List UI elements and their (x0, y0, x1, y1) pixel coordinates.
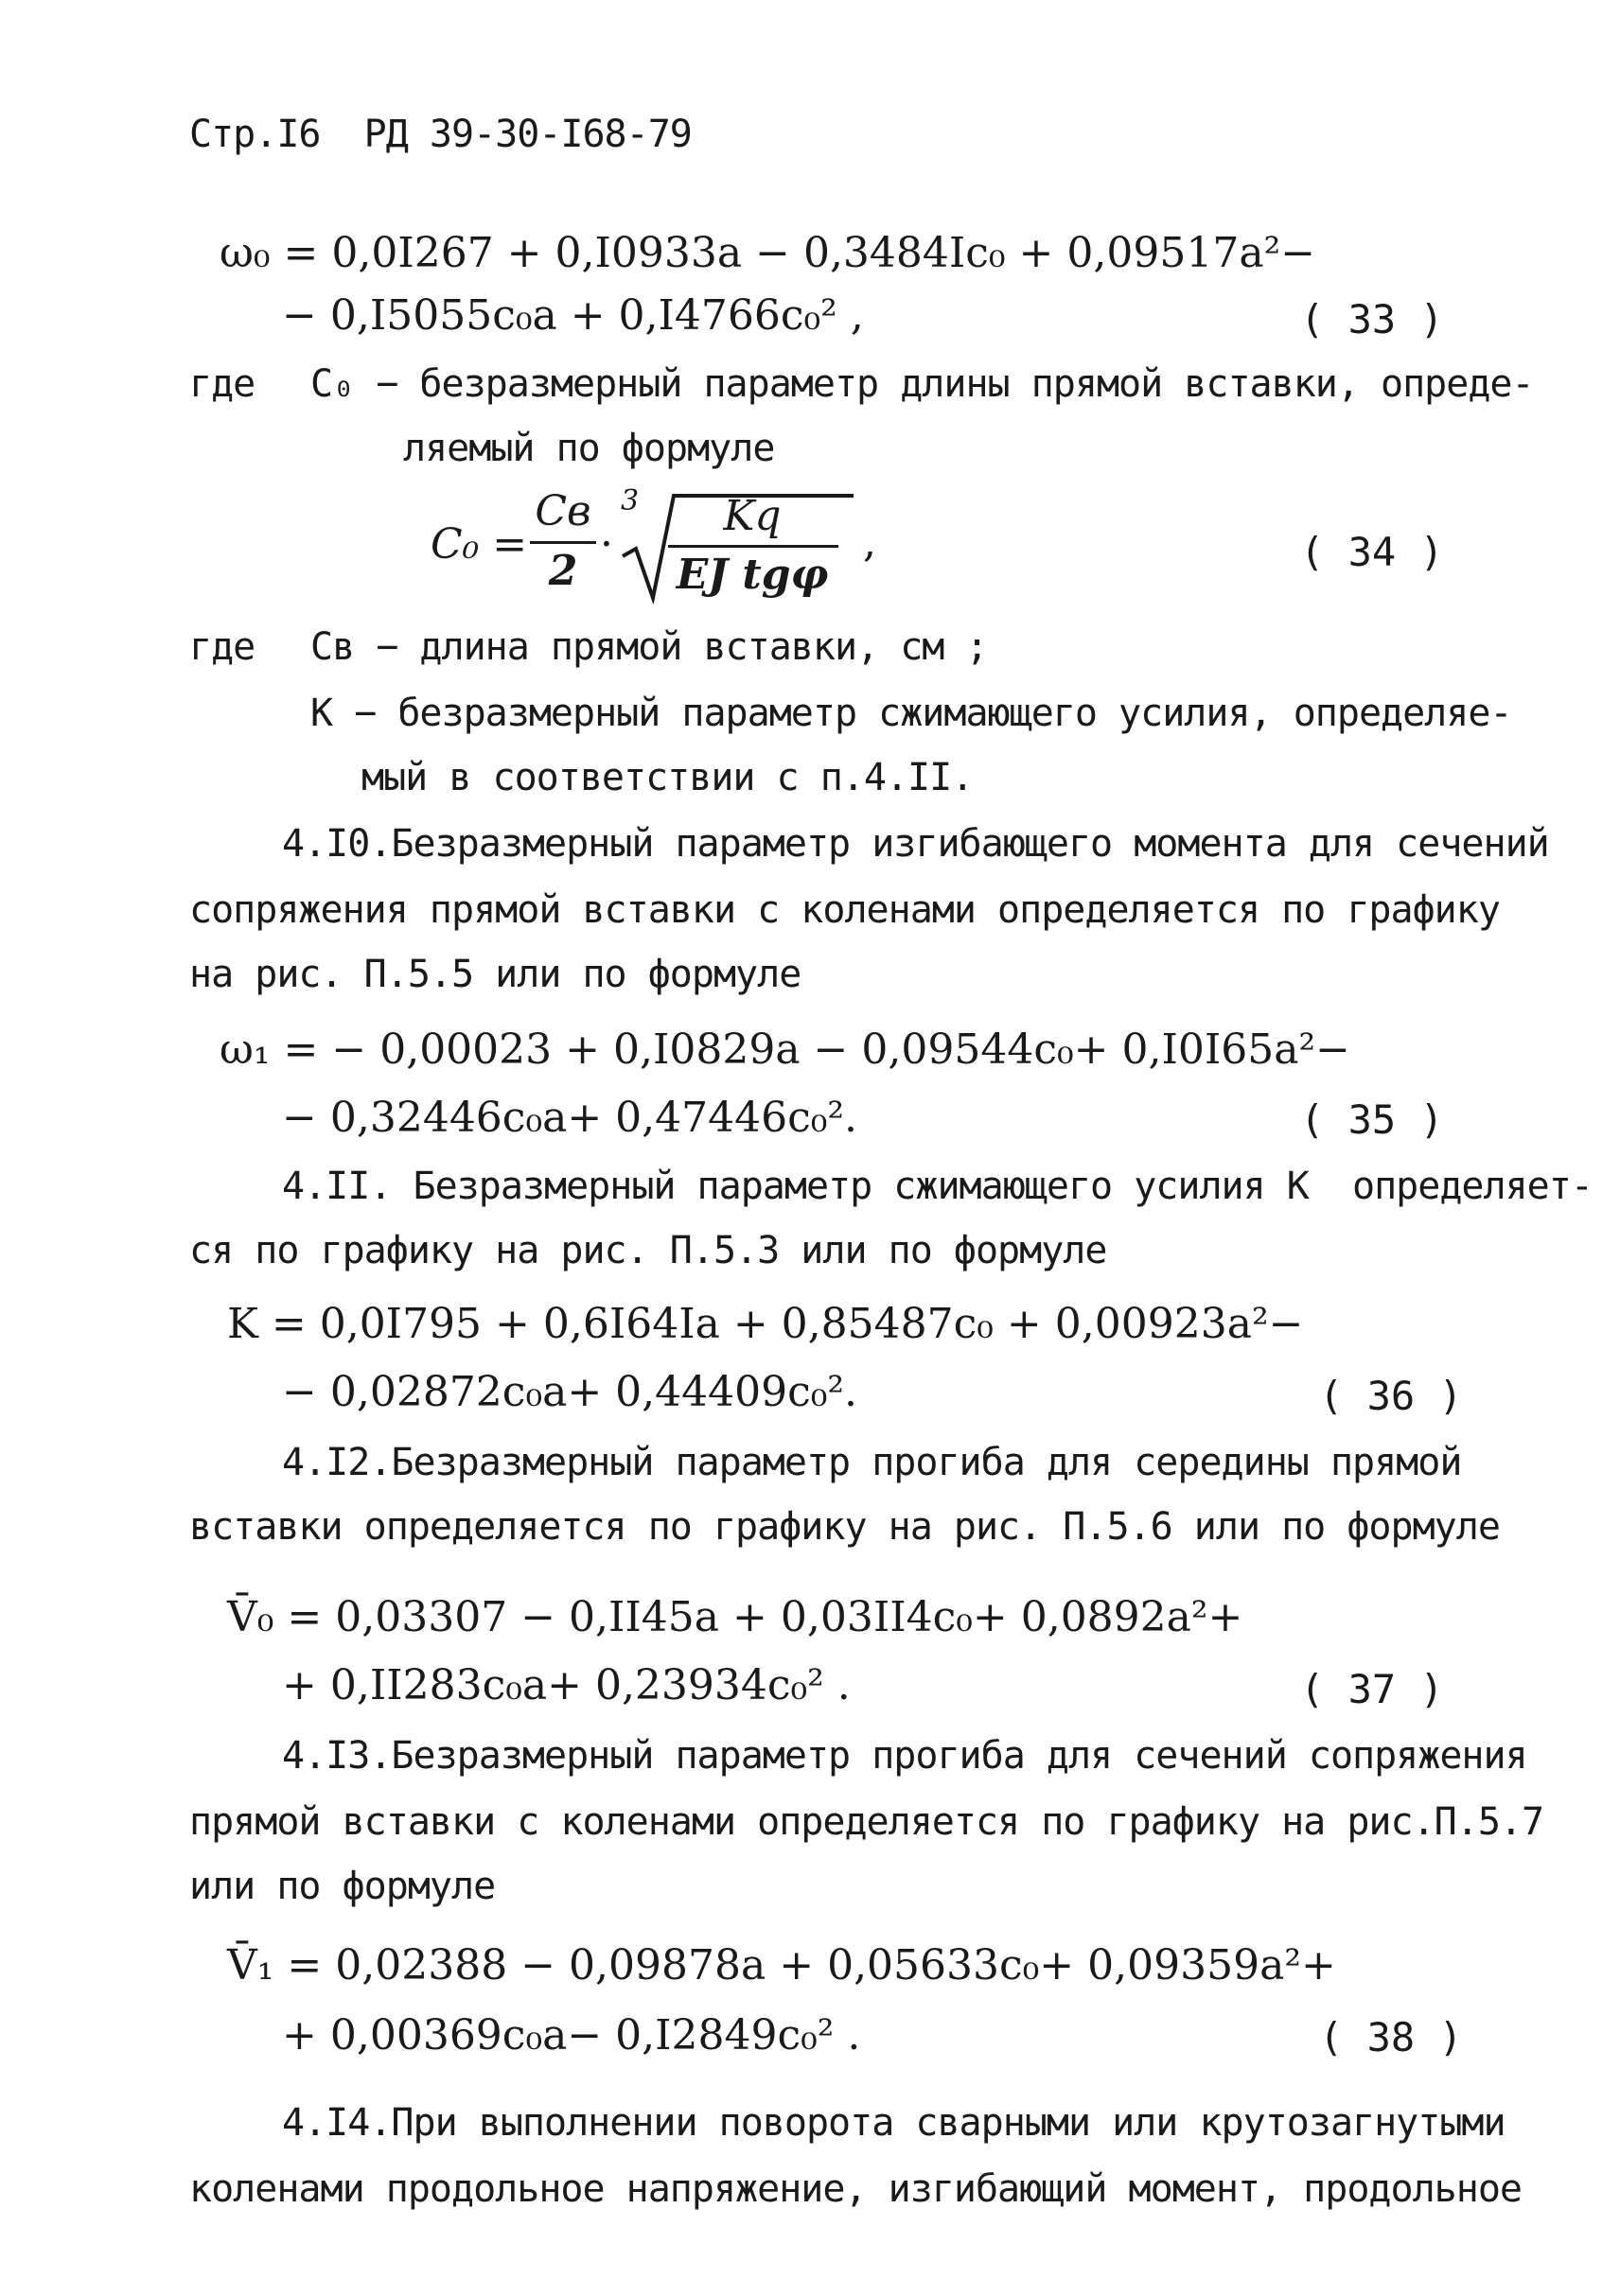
paragraph-4-14-line1: 4.I4.При выполнении поворота сварными или крутозагнутыми (282, 2101, 1506, 2145)
equation-36-line1: K = 0,0I795 + 0,6I64Ia + 0,85487c₀ + 0,00923a²− (227, 1300, 1304, 1348)
equation-34-lhs: C₀ = (431, 520, 528, 569)
paragraph-4-10-line2: сопряжения прямой вставки с коленами определяется по графику (189, 888, 1500, 932)
equation-36-number: ( 36 ) (1319, 1373, 1463, 1419)
equation-34-root-bar (668, 545, 838, 548)
paragraph-4-12-line2: вставки определяется по графику на рис. П.5.6 или по формуле (189, 1505, 1500, 1549)
equation-34-comma: , (863, 518, 876, 567)
equation-33-line1: ω₀ = 0,0I267 + 0,I0933a − 0,3484Ic₀ + 0,09517a²− (220, 229, 1316, 277)
equation-37-number: ( 37 ) (1300, 1666, 1444, 1712)
equation-37-line2: + 0,II283c₀a+ 0,23934c₀² . (282, 1661, 851, 1709)
k-definition: K − безразмерный параметр сжимающего усилия, определяе- (310, 692, 1512, 735)
cb-definition: Cв − длина прямой вставки, см ; (310, 625, 988, 669)
where-label-2: где (189, 625, 255, 669)
equation-38-number: ( 38 ) (1319, 2014, 1463, 2060)
equation-34-dot: · (600, 520, 613, 569)
paragraph-4-13-line3: или по формуле (189, 1865, 496, 1908)
equation-37-line1: V̄₀ = 0,03307 − 0,II45a + 0,03II4c₀+ 0,0892a²+ (227, 1593, 1243, 1641)
paragraph-4-13-line2: прямой вставки с коленами определяется по графику на рис.П.5.7 (189, 1800, 1544, 1844)
equation-33-line2: − 0,I5055c₀a + 0,I4766c₀² , (282, 291, 864, 340)
equation-34-denominator: 2 (548, 547, 578, 595)
equation-34-root-numerator: Kq (723, 492, 782, 540)
c0-definition-cont: ляемый по формуле (403, 427, 775, 470)
paragraph-4-10-line3: на рис. П.5.5 или по формуле (189, 953, 801, 996)
paragraph-4-14-line2: коленами продольное напряжение, изгибающий момент, продольное (189, 2167, 1523, 2211)
equation-38-line1: V̄₁ = 0,02388 − 0,09878a + 0,05633c₀+ 0,09359a²+ (227, 1941, 1336, 1989)
equation-35-line1: ω₁ = − 0,00023 + 0,I0829a − 0,09544c₀+ 0,I0I65a²− (220, 1025, 1350, 1074)
where-label-1: где (189, 362, 255, 406)
paragraph-4-11-line2: ся по графику на рис. П.5.3 или по формуле (189, 1229, 1107, 1272)
equation-34-root-denominator: EJ tgφ (676, 551, 829, 599)
equation-34-root-index: 3 (621, 484, 640, 517)
k-definition-cont: мый в соответствии с п.4.II. (361, 756, 974, 799)
equation-34-numerator: Cв (535, 487, 591, 535)
equation-35-line2: − 0,32446c₀a+ 0,47446c₀². (282, 1094, 858, 1142)
paragraph-4-10-line1: 4.I0.Безразмерный параметр изгибающего момента для сечений (282, 822, 1549, 866)
equation-34-number: ( 34 ) (1300, 529, 1444, 575)
paragraph-4-12-line1: 4.I2.Безразмерный параметр прогиба для середины прямой (282, 1441, 1462, 1484)
equation-35-number: ( 35 ) (1300, 1096, 1444, 1143)
page-header: Стр.I6 РД 39-30-I68-79 (189, 113, 692, 156)
paragraph-4-13-line1: 4.I3.Безразмерный параметр прогиба для сечений сопряжения (282, 1734, 1527, 1778)
equation-34-fraction-bar (530, 541, 596, 544)
equation-36-line2: − 0,02872c₀a+ 0,44409c₀². (282, 1368, 858, 1416)
equation-38-line2: + 0,00369c₀a− 0,I2849c₀² . (282, 2011, 861, 2059)
paragraph-4-11-line1: 4.II. Безразмерный параметр сжимающего усилия K определяет- (282, 1165, 1593, 1208)
equation-33-number: ( 33 ) (1300, 296, 1444, 342)
c0-definition: C₀ − безразмерный параметр длины прямой вставки, опреде- (310, 362, 1534, 406)
